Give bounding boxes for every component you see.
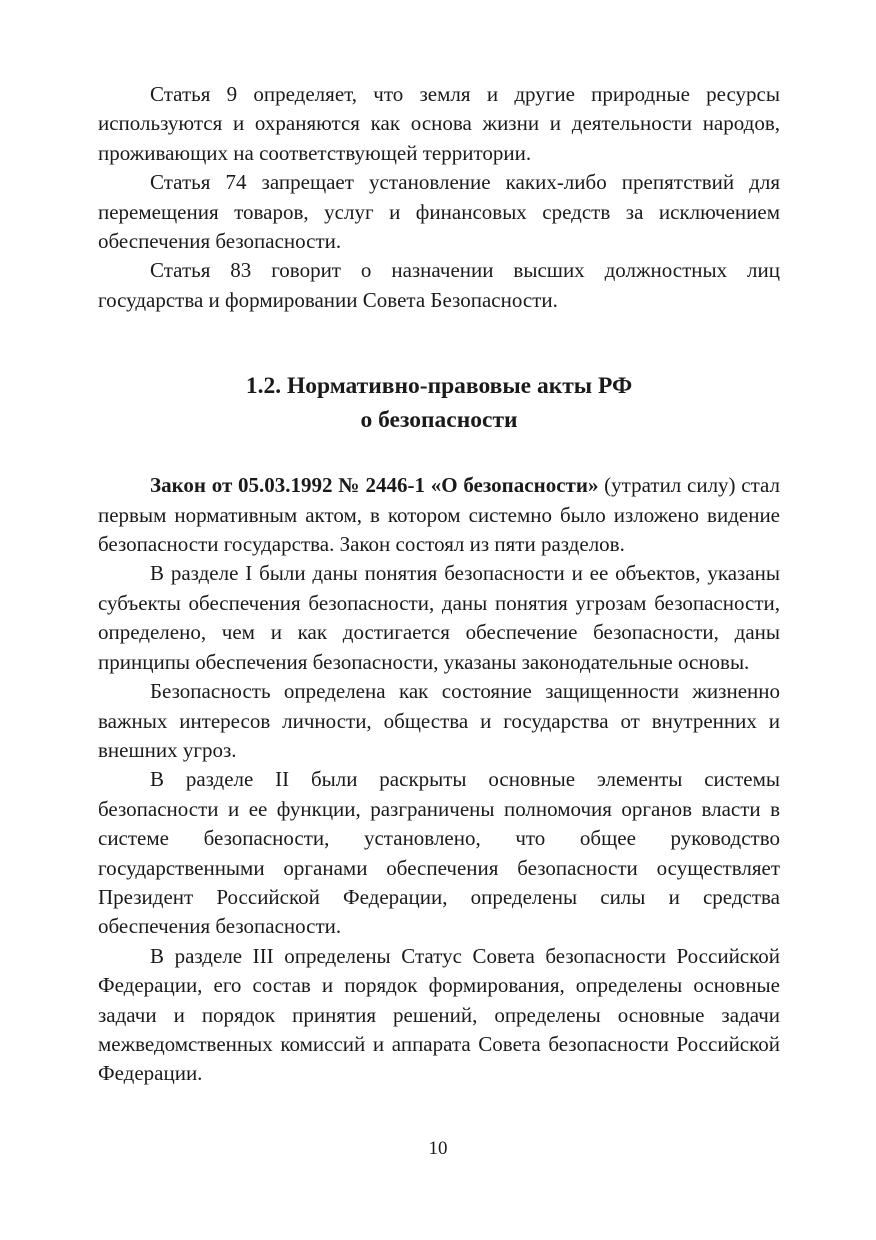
- paragraph-section-2: В разделе II были раскрыты основные элементы системы безопасности и ее функции, разграничены полномочия органов власти в системе безопасности, установлено, что общее руководство государственными органами обеспечения безопасности осуществляет Президент Российской Федерации, определены силы и средства обеспечения безопасности.: [98, 767, 780, 939]
- paragraph-section-1: В разделе I были даны понятия безопасности и ее объектов, указаны субъекты обеспечения безопасности, даны понятия угрозам безопасности, определено, чем и как достигается обеспечение безопасности, даны принципы обеспечения безопасности, указаны законодательные основы.: [98, 561, 780, 674]
- section-heading: [98, 369, 780, 437]
- paragraph-section-3: В разделе III определены Статус Совета безопасности Российской Федерации, его состав и порядок формирования, определены основные задачи и порядок принятия решений, определены основные задачи межведомственных комиссий и аппарата Совета безопасности Российской Федерации.: [98, 943, 780, 1086]
- section-heading-line-2: о безопасности: [360, 407, 518, 434]
- page-number: 10: [428, 1138, 448, 1159]
- paragraph-law-intro: [98, 471, 780, 559]
- paragraph-security-definition: Безопасность определена как состояние защищенности жизненно важных интересов личности, общества и государства от внутренних и внешних угроз.: [98, 679, 780, 762]
- law-description: (утратил силу) стал первым нормативным актом, в котором системно было изложено видение безопасности государства. Закон состоял из пяти разделов.: [98, 473, 781, 557]
- paragraph-article-74: Статья 74 запрещает установление каких-либо препятствий для перемещения товаров, услуг и финансовых средств за исключением обеспечения безопасности.: [98, 170, 780, 254]
- paragraph-article-83: Статья 83 говорит о назначении высших должностных лиц государства и формировании Совета Безопасности.: [98, 258, 780, 312]
- section-heading-line-1: 1.2. Нормативно-правовые акты РФ: [245, 373, 633, 400]
- paragraph-article-9: Статья 9 определяет, что земля и другие природные ресурсы используются и охраняются как основа жизни и деятельности народов, проживающих на соответствующей территории.: [98, 82, 780, 165]
- law-title: Закон от 05.03.1992 № 2446-1 «О безопасности»: [150, 473, 599, 498]
